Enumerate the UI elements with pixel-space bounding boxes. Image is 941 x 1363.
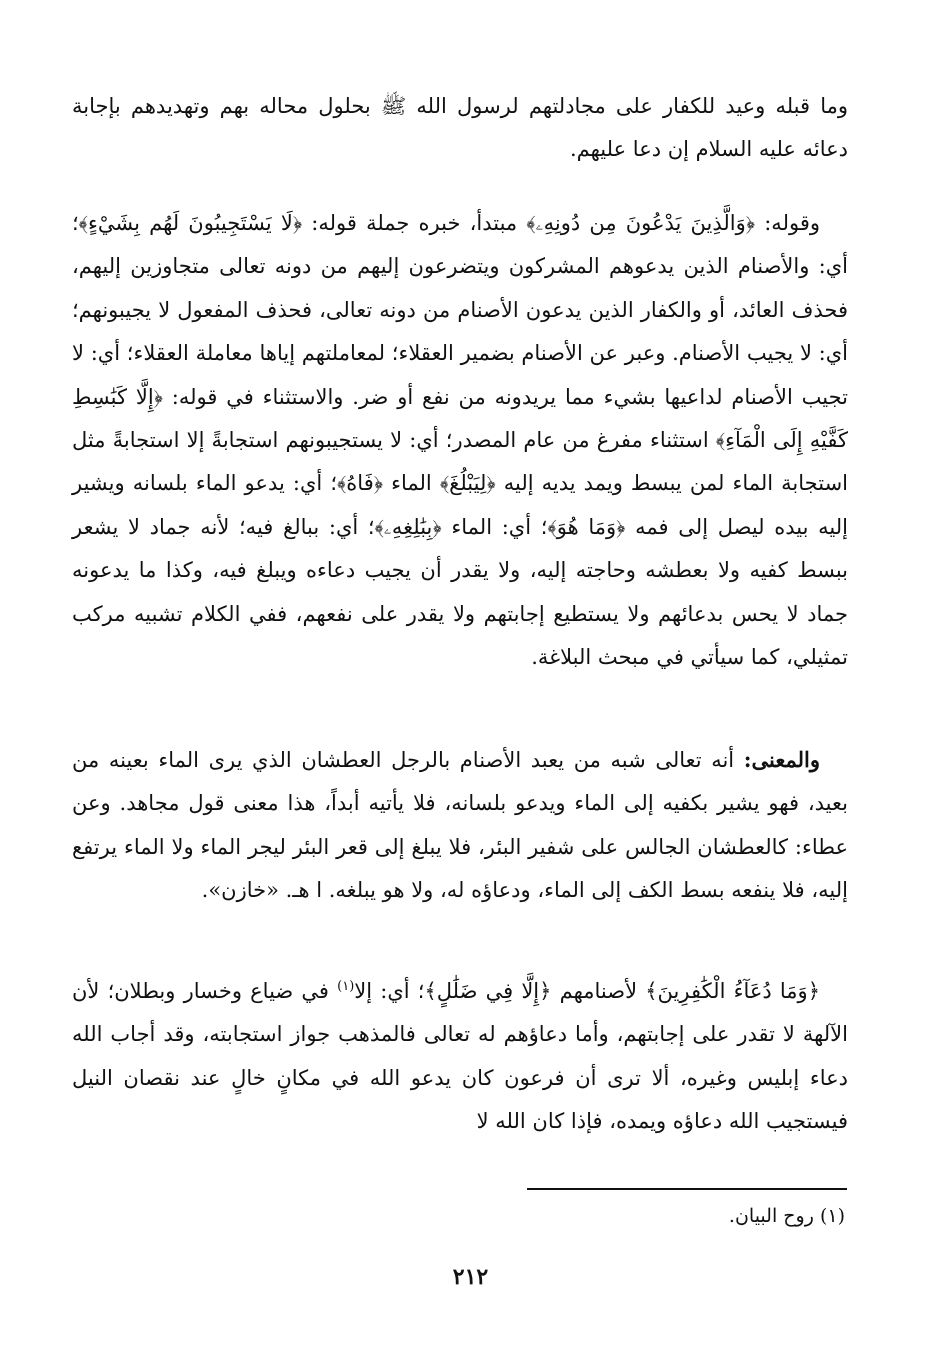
footnote-divider — [527, 1188, 847, 1190]
paragraph-meaning-body — [72, 738, 848, 913]
paragraph-meaning-text: أنه تعالى شبه من يعبد الأصنام بالرجل العطشان الذي يرى الماء بعينه من بعيد، فهو يشير بكفيه إلى الماء ويدعو بلسانه، فلا يأتيه أبداً، هذا معنى قول مجاهد. وعن عطاء: كالعطشان الجالس على شفير البئر، فلا يبلغ إلى قعر البئر ليجر الماء ولا الماء يرتفع إليه، فلا ينفعه بسط الكف إلى الماء، ودعاؤه له، ولا هو يبلغه. ا هـ. «خازن». — [72, 748, 848, 903]
footnote-text: روح البيان. — [728, 1205, 814, 1227]
paragraph-disbelievers-text-a: ﴿وَمَا دُعَآءُ الْكَٰفِرِينَ﴾ لأصنامهم ﴿إِلَّا فِي ضَلَٰلٍ﴾؛ أي: إلا — [354, 979, 820, 1003]
paragraph-tafsir-text: وقوله: ﴿وَالَّذِينَ يَدْعُونَ مِن دُونِهِۦ﴾ مبتدأ، خبره جملة قوله: ﴿لَا يَسْتَجِيبُونَ لَهُم بِشَيْءٍ﴾؛ أي: والأصنام الذين يدعوهم المشركون ويتضرعون إليهم من دونه تعالى متجاوزين إليهم، فحذف العائد، أو والكفار الذين يدعون الأصنام من دونه تعالى، فحذف المفعول لا يجيبونهم؛ أي: لا يجيب الأصنام. وعبر عن الأصنام بضمير العقلاء؛ لمعاملتهم إياها معاملة العقلاء؛ أي: لا تجيب الأصنام لداعيها بشيء مما يريدونه من نفع أو ضر. والاستثناء في قوله: ﴿إِلَّا كَبَٰسِطِ كَفَّيْهِ إِلَى الْمَآءِ﴾ استثناء مفرغ من عام المصدر؛ أي: لا يستجيبونهم استجابةً إلا استجابةً مثل استجابة الماء لمن يبسط ويمد يديه إليه ﴿لِيَبْلُغَ﴾ الماء ﴿فَاهُ﴾؛ أي: يدعو الماء بلسانه ويشير إليه بيده ليصل إلى فمه ﴿وَمَا هُوَ﴾؛ أي: الماء ﴿بِبَٰلِغِهِۦ﴾؛ أي: ببالغ فيه؛ لأنه جماد لا يشعر ببسط كفيه ولا بعطشه وحاجته إليه، ولا يقدر أن يجيب دعاءه ويبلغ فيه، وكذا ما يدعونه جماد لا يحس بدعائهم ولا يستطيع إجابتهم ولا يقدر على نفعهم، ففي الكلام تشبيه مركب تمثيلي، كما سيأتي في مبحث البلاغة. — [72, 211, 848, 670]
paragraph-disbelievers-body — [72, 970, 848, 1144]
meaning-lead-word: والمعنى: — [743, 747, 820, 772]
footnote — [729, 1202, 845, 1230]
paragraph-meaning — [72, 738, 848, 913]
footnote-reference[interactable]: (١) — [337, 979, 355, 994]
paragraph-intro — [72, 85, 848, 172]
page-number: ٢١٢ — [452, 1264, 489, 1290]
paragraph-disbelievers-text-b: في ضياع وخسار وبطلان؛ لأن الآلهة لا تقدر على إجابتهم، وأما دعاؤهم له تعالى فالمذهب جواز استجابته، وقد أجاب الله دعاء إبليس وغيره، ألا ترى أن فرعون كان يدعو الله في مكانٍ خالٍ عند نقصان النيل فيستجيب الله دعاؤه ويمده، فإذا كان الله لا — [72, 979, 848, 1134]
footnote-marker: (١) — [819, 1205, 845, 1227]
paragraph-tafsir — [72, 202, 848, 679]
paragraph-disbelievers-prayer — [72, 970, 848, 1144]
paragraph-intro-text: وما قبله وعيد للكفار على مجادلتهم لرسول الله ﷺ بحلول محاله بهم وتهديدهم بإجابة دعائه عليه السلام إن دعا عليهم. — [72, 94, 848, 162]
